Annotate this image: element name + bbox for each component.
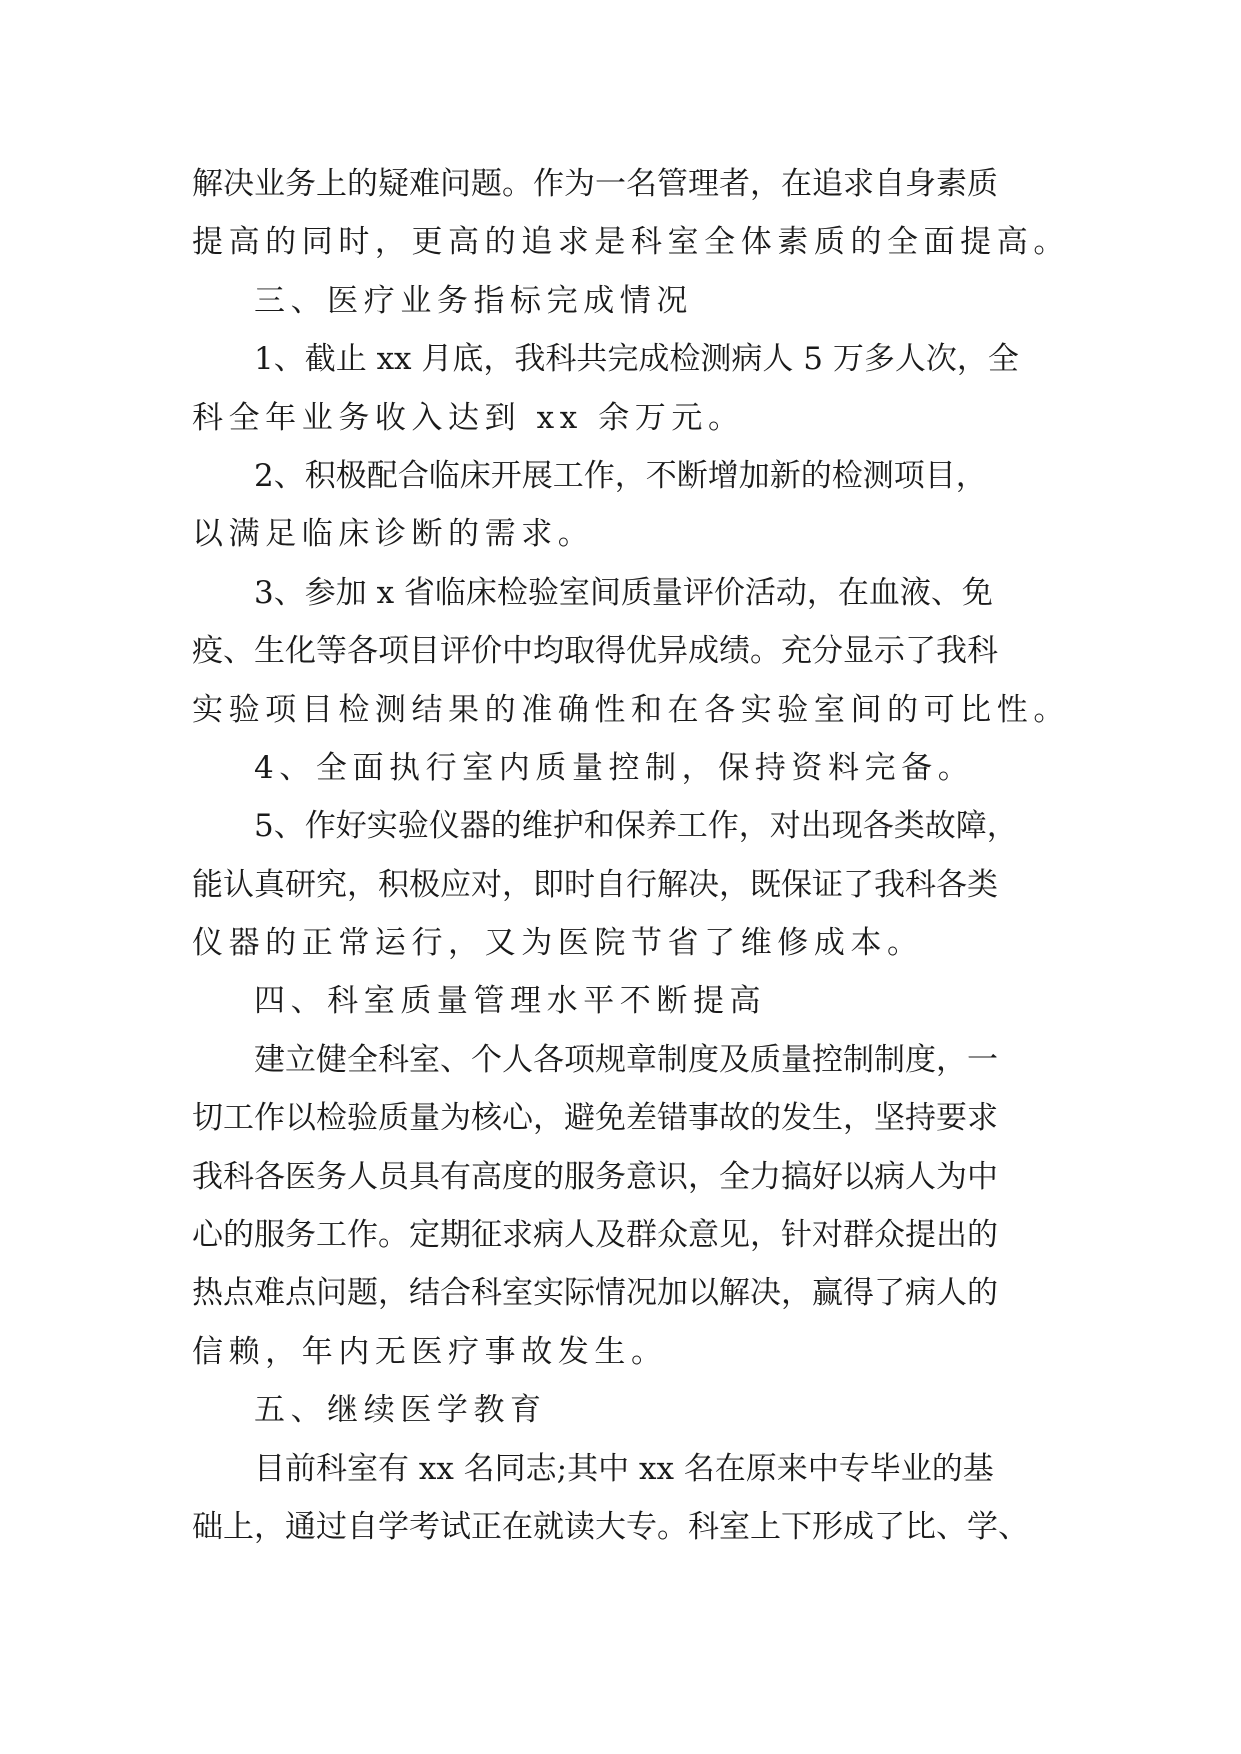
text-line: 仪器的正常运行，又为医院节省了维修成本。	[192, 925, 924, 962]
text-line: 2、积极配合临床开展工作，不断增加新的检测项目，	[254, 457, 987, 494]
text-line: 疫、生化等各项目评价中均取得优异成绩。充分显示了我科	[192, 633, 998, 670]
document-body	[192, 155, 1070, 1556]
text-line: 信赖，年内无医疗事故发生。	[192, 1333, 668, 1370]
text-line: 础上，通过自学考试正在就读大专。科室上下形成了比、学、	[192, 1508, 1029, 1545]
text-line: 1、截止 xx 月底，我科共完成检测病人 5 万多人次，全	[254, 341, 1019, 378]
text-line: 以满足临床诊断的需求。	[192, 516, 595, 553]
text-line: 心的服务工作。定期征求病人及群众意见，针对群众提出的	[192, 1217, 998, 1254]
text-line: 建立健全科室、个人各项规章制度及质量控制制度，一	[254, 1041, 998, 1078]
text-line: 我科各医务人员具有高度的服务意识，全力搞好以病人为中	[192, 1158, 998, 1195]
text-line: 3、参加 x 省临床检验室间质量评价活动，在血液、免	[254, 574, 993, 611]
text-line: 提高的同时，更高的追求是科室全体素质的全面提高。	[192, 224, 1070, 261]
text-line: 科全年业务收入达到 xx 余万元。	[192, 399, 745, 436]
text-line: 5、作好实验仪器的维护和保养工作，对出现各类故障，	[254, 808, 1018, 845]
section-heading: 四、科室质量管理水平不断提高	[254, 983, 767, 1020]
text-line: 目前科室有 xx 名同志;其中 xx 名在原来中专毕业的基	[254, 1450, 994, 1487]
text-line: 热点难点问题，结合科室实际情况加以解决，赢得了病人的	[192, 1275, 998, 1312]
text-line: 实验项目检测结果的准确性和在各实验室间的可比性。	[192, 691, 1070, 728]
section-heading: 五、继续医学教育	[254, 1392, 547, 1429]
text-line: 切工作以检验质量为核心，避免差错事故的发生，坚持要求	[192, 1100, 998, 1137]
text-line: 4、全面执行室内质量控制，保持资料完备。	[254, 749, 975, 786]
section-heading: 三、医疗业务指标完成情况	[254, 282, 693, 319]
text-line: 解决业务上的疑难问题。作为一名管理者，在追求自身素质	[192, 166, 998, 202]
text-line: 能认真研究，积极应对，即时自行解决，既保证了我科各类	[192, 866, 998, 903]
